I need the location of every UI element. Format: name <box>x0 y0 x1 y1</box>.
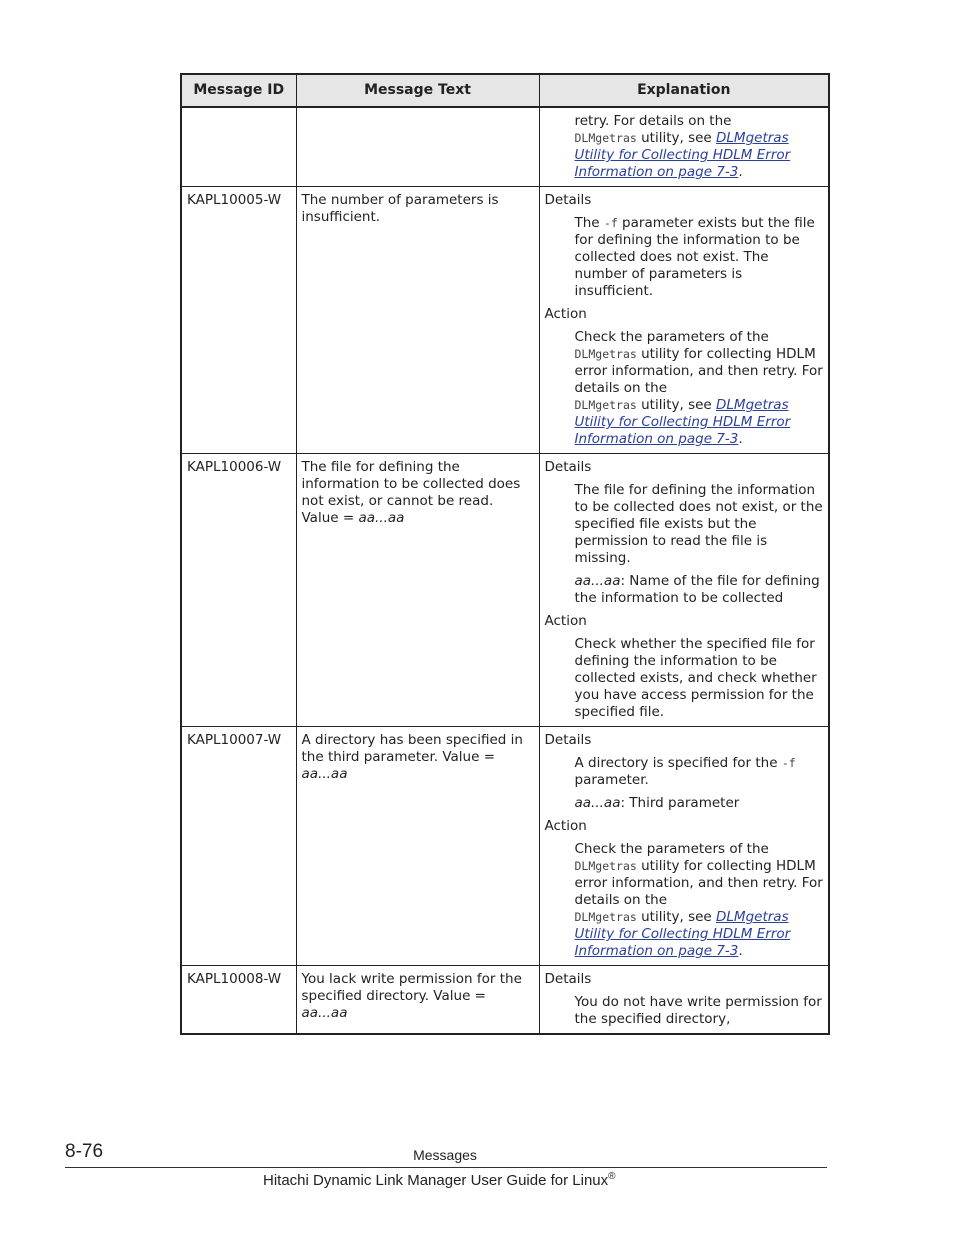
message-id: KAPL10006-W <box>181 454 296 727</box>
message-text: You lack write permission for the specified directory. Value = aa...aa <box>296 966 539 1035</box>
page-number: 8-76 <box>65 1141 104 1162</box>
details-variable-text: aa...aa: Third parameter <box>574 795 740 811</box>
action-label: Action <box>544 818 587 834</box>
code-text: DLMgetras <box>574 398 637 412</box>
value-variable: aa...aa <box>301 766 348 782</box>
action-text: Check whether the specified file for defining the information to be collected exists, and check whether you have access permission for the specified file. <box>574 636 817 720</box>
details-label: Details <box>544 459 592 475</box>
explanation-cell <box>539 187 829 454</box>
code-text: DLMgetras <box>574 910 637 924</box>
details-label: Details <box>544 971 592 987</box>
table-row <box>181 187 829 454</box>
details-label: Details <box>544 732 592 748</box>
code-text: DLMgetras <box>574 131 637 145</box>
header-message-text: Message Text <box>296 74 539 107</box>
code-text: -f <box>603 216 618 230</box>
table-row <box>181 727 829 966</box>
footer-book-title: Hitachi Dynamic Link Manager User Guide for Linux® <box>263 1171 616 1189</box>
details-text: The file for defining the information to be collected does not exist, or the specified file exists but the permission to read the file is missing. <box>574 482 823 566</box>
code-text: -f <box>781 756 796 770</box>
message-id: KAPL10008-W <box>181 966 296 1035</box>
explanation-cell <box>539 454 829 727</box>
header-message-id: Message ID <box>181 74 296 107</box>
table-row <box>181 454 829 727</box>
message-id: KAPL10005-W <box>181 187 296 454</box>
message-id-cell <box>181 107 296 187</box>
action-label: Action <box>544 306 587 322</box>
value-variable: aa...aa <box>301 1005 348 1021</box>
value-variable: aa...aa <box>358 510 405 526</box>
details-text: The -f parameter exists but the file for defining the information to be collected does not exist. The number of parameters is insufficient. <box>574 215 815 299</box>
message-text: The file for defining the information to be collected does not exist, or cannot be read. Value = aa...aa <box>296 454 539 727</box>
header-explanation: Explanation <box>539 74 829 107</box>
message-text: The number of parameters is insufficient. <box>296 187 539 454</box>
explanation-cell <box>539 727 829 966</box>
table-row <box>181 107 829 187</box>
registered-trademark: ® <box>608 1171 616 1182</box>
table-row <box>181 966 829 1035</box>
action-label: Action <box>544 613 587 629</box>
code-text: DLMgetras <box>574 347 637 361</box>
footer-divider <box>65 1167 827 1168</box>
code-text: DLMgetras <box>574 859 637 873</box>
action-text: Check the parameters of the DLMgetras utility for collecting HDLM error information, and then retry. For details on the DLMgetras utility, see DLMgetras Utility for Collecting HDLM Error Information on page 7-3. <box>574 841 823 959</box>
details-label: Details <box>544 192 592 208</box>
action-text: Check the parameters of the DLMgetras utility for collecting HDLM error information, and then retry. For details on the DLMgetras utility, see DLMgetras Utility for Collecting HDLM Error Information on page 7-3. <box>574 329 823 447</box>
table-header-row <box>181 74 829 107</box>
dlmgetras-link[interactable]: DLMgetras Utility for Collecting HDLM Error Information on page 7-3 <box>574 909 791 959</box>
explanation-cell <box>539 966 829 1035</box>
footer-section-title: Messages <box>413 1147 477 1163</box>
continued-action-text: retry. For details on the DLMgetras utility, see DLMgetras Utility for Collecting HDLM Error Information on page 7-3. <box>574 113 791 180</box>
dlmgetras-link[interactable]: DLMgetras Utility for Collecting HDLM Error Information on page 7-3 <box>574 397 791 447</box>
message-text-cell <box>296 107 539 187</box>
message-table <box>180 73 830 1035</box>
dlmgetras-link[interactable]: DLMgetras Utility for Collecting HDLM Error Information on page 7-3 <box>574 130 791 180</box>
explanation-cell <box>539 107 829 187</box>
message-id: KAPL10007-W <box>181 727 296 966</box>
details-text: You do not have write permission for the specified directory, <box>574 994 822 1027</box>
message-text: A directory has been specified in the third parameter. Value = aa...aa <box>296 727 539 966</box>
details-variable-text: aa...aa: Name of the file for defining the information to be collected <box>574 573 820 606</box>
details-text: A directory is specified for the -f parameter. <box>574 755 796 788</box>
